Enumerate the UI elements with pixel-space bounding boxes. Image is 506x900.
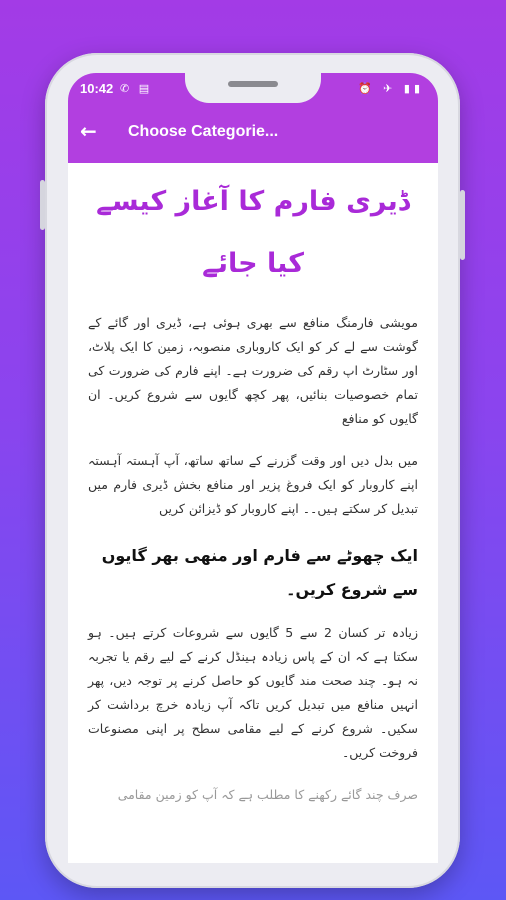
- volume-button: [40, 180, 45, 230]
- app-screen: [68, 73, 438, 863]
- camera-notch: [185, 73, 321, 103]
- status-time: 10:42: [80, 81, 114, 96]
- notification-icons: ✆ ▤: [120, 82, 153, 95]
- article-title: ڈیری فارم کا آغاز کیسے کیا جائے: [96, 186, 410, 279]
- article-paragraph: مویشی فارمنگ منافع سے بھری ہوئی ہے، ڈیری اور گائے کے گوشت سے لے کر کو ایک کاروباری منصوبہ، زمین کا ایک پلاٹ، اور سٹارٹ اپ رقم کی ضرورت ہے۔ اپنے فارم کی ضرورت کی تمام خصوصیات بنائیں، پھر کچھ گایوں سے شروع کریں۔ ان گایوں کو منافع: [88, 315, 418, 426]
- back-arrow-icon[interactable]: ←: [80, 119, 97, 143]
- app-bar: [68, 105, 438, 163]
- article-content[interactable]: [68, 163, 438, 863]
- article-paragraph: صرف چند گائے رکھنے کا مطلب ہے کہ آپ کو زمین مقامی: [117, 787, 418, 802]
- article-paragraph: میں بدل دیں اور وقت گزرنے کے ساتھ ساتھ، آپ آہستہ آہستہ اپنے کاروبار کو ایک فروغ پزیر اور منافع بخش ڈیری فارم میں تبدیل کر سکتے ہیں۔۔ اپنے کاروبار کو ڈیزائن کریں: [88, 453, 418, 516]
- power-button: [460, 190, 465, 260]
- speaker-grille: [228, 81, 278, 87]
- section-heading: ایک چھوٹے سے فارم اور منھی بھر گایوں سے شروع کریں۔: [101, 546, 418, 599]
- system-icons: ⏰ ✈ ▮▮: [357, 82, 424, 95]
- page-title: Choose Categorie...: [128, 123, 279, 140]
- article-paragraph: زیادہ تر کسان 2 سے 5 گایوں سے شروعات کرتے ہیں۔ ہو سکتا ہے کہ ان کے پاس زیادہ ہینڈل کرنے کے لیے رقم یا تجربہ نہ ہو۔ چند صحت مند گایوں کو حاصل کرنے پر توجہ دیں، پھر انہیں منافع میں تبدیل کریں تاکہ آپ زیادہ خرچ برداشت کر سکیں۔ شروع کرنے کے لیے مقامی سطح پر اپنی مصنوعات فروخت کریں۔: [88, 625, 418, 760]
